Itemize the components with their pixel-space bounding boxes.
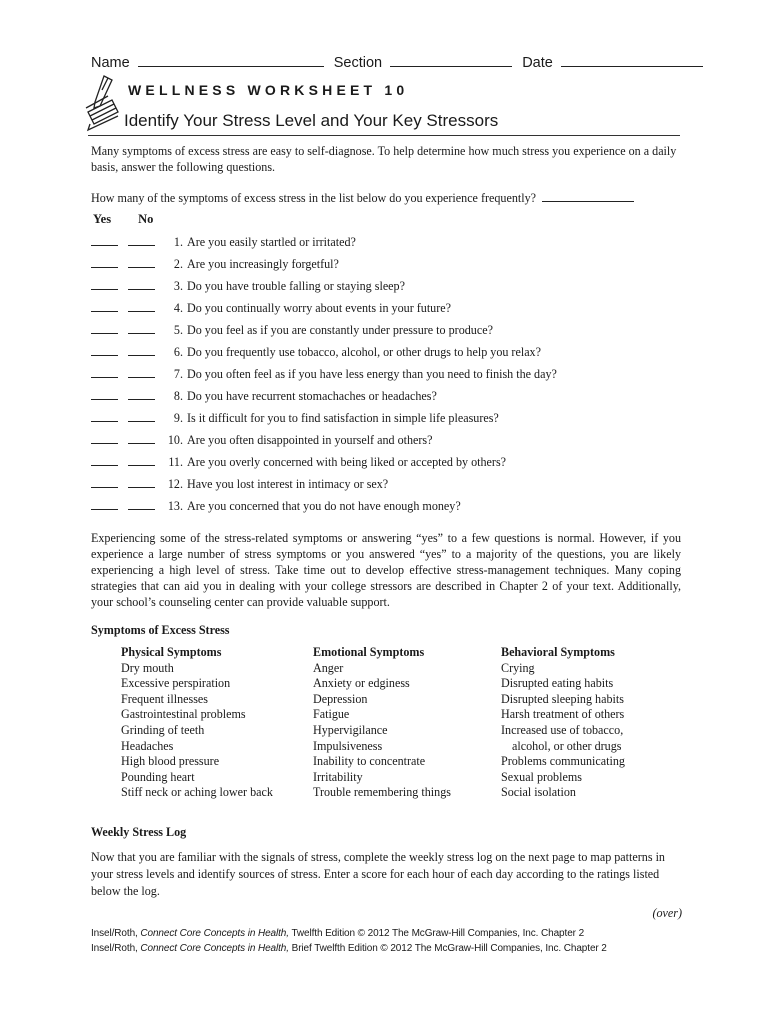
- symptom-item: Grinding of teeth: [121, 722, 205, 737]
- yes-answer-field[interactable]: [91, 432, 118, 444]
- log-paragraph: Now that you are familiar with the signals of stress, complete the weekly stress log on the next page to map patterns in your stress levels and identify sources of stress. Enter a score for each hour of each day according to the ratings listed below the log.: [91, 850, 665, 898]
- question-row: [91, 476, 388, 492]
- question-row: [91, 234, 356, 250]
- symptom-item: Increased use of tobacco,: [501, 722, 624, 737]
- symptom-item: Anger: [313, 660, 344, 675]
- yes-answer-field[interactable]: [91, 278, 118, 290]
- question-text: Are you overly concerned with being liked or accepted by others?: [187, 455, 507, 469]
- physical-symptoms-list: [121, 661, 273, 801]
- count-question: [91, 190, 681, 206]
- question-text: Are you often disappointed in yourself and others?: [187, 433, 433, 447]
- question-number: 12.: [167, 477, 183, 491]
- question-number: 6.: [173, 345, 183, 359]
- no-answer-field[interactable]: [128, 366, 155, 378]
- yes-answer-field[interactable]: [91, 454, 118, 466]
- behavioral-symptoms-column: [501, 645, 625, 801]
- question-row: [91, 300, 451, 316]
- question-row: [91, 454, 506, 470]
- yes-column-label: Yes: [93, 212, 112, 226]
- footer-2-authors: Insel/Roth,: [91, 943, 141, 954]
- symptom-item: Depression: [313, 691, 368, 706]
- behavioral-symptoms-title: Behavioral Symptoms: [501, 645, 615, 659]
- symptom-item: Disrupted sleeping habits: [501, 691, 624, 706]
- footer-2-edition: Brief Twelfth Edition © 2012 The McGraw-Hill Companies, Inc. Chapter 2: [288, 943, 607, 954]
- yes-answer-field[interactable]: [91, 234, 118, 246]
- physical-symptoms-title: Physical Symptoms: [121, 645, 222, 659]
- symptom-item: Crying: [501, 660, 535, 675]
- question-number: 7.: [173, 367, 183, 381]
- symptom-item: Social isolation: [501, 785, 576, 800]
- name-label: Name: [91, 55, 130, 71]
- question-number: 9.: [173, 411, 183, 425]
- question-text: Do you have recurrent stomachaches or headaches?: [187, 389, 437, 403]
- no-answer-field[interactable]: [128, 278, 155, 290]
- date-field[interactable]: [561, 54, 703, 67]
- no-answer-field[interactable]: [128, 256, 155, 268]
- symptom-item: Dry mouth: [121, 660, 174, 675]
- symptom-item: alcohol, or other drugs: [512, 738, 622, 753]
- question-text: Is it difficult for you to find satisfaction in simple life pleasures?: [187, 411, 499, 425]
- question-row: [91, 344, 541, 360]
- yes-answer-field[interactable]: [91, 476, 118, 488]
- question-text: Do you feel as if you are constantly under pressure to produce?: [187, 323, 493, 337]
- log-heading: Weekly Stress Log: [91, 825, 187, 839]
- yes-answer-field[interactable]: [91, 366, 118, 378]
- question-row: [91, 256, 339, 272]
- experience-paragraph: Experiencing some of the stress-related symptoms or answering “yes” to a few questions is normal. However, if you experience a large number of stress symptoms or you answered “yes” to a majority of the questions, you are likely experiencing a high level of stress. Take time out to develop effective stress-management techniques. Many coping strategies that can aid you in dealing with your college stressors are described in Chapter 2 of your text. Additionally, your school’s counseling center can provide valuable support.: [91, 531, 681, 609]
- symptom-item: Frequent illnesses: [121, 691, 208, 706]
- yes-answer-field[interactable]: [91, 322, 118, 334]
- section-label: Section: [333, 55, 383, 71]
- no-answer-field[interactable]: [128, 432, 155, 444]
- no-answer-field[interactable]: [128, 234, 155, 246]
- no-answer-field[interactable]: [128, 454, 155, 466]
- count-question-text: How many of the symptoms of excess stress in the list below do you experience frequently?: [91, 191, 537, 205]
- question-text: Do you often feel as if you have less energy than you need to finish the day?: [187, 367, 557, 381]
- question-row: [91, 388, 437, 404]
- no-column-label: No: [138, 212, 154, 226]
- symptom-item: Anxiety or edginess: [313, 676, 410, 691]
- header-fields: [91, 54, 703, 71]
- physical-symptoms-column: [121, 645, 273, 801]
- question-text: Do you have trouble falling or staying sleep?: [187, 279, 405, 293]
- section-field[interactable]: [390, 54, 512, 67]
- symptoms-heading: Symptoms of Excess Stress: [91, 623, 230, 637]
- intro-paragraph: Many symptoms of excess stress are easy to self-diagnose. To help determine how much stress you experience on a daily basis, answer the following questions.: [91, 144, 677, 174]
- yes-no-header: [91, 212, 153, 227]
- question-text: Do you frequently use tobacco, alcohol, or other drugs to help you relax?: [187, 345, 541, 359]
- question-number: 4.: [173, 301, 183, 315]
- emotional-symptoms-title: Emotional Symptoms: [313, 645, 425, 659]
- symptom-item: High blood pressure: [121, 754, 220, 769]
- over-note: (over): [652, 906, 682, 920]
- question-row: [91, 322, 493, 338]
- question-row: [91, 410, 499, 426]
- date-label: Date: [522, 55, 553, 71]
- no-answer-field[interactable]: [128, 476, 155, 488]
- question-number: 10.: [167, 433, 183, 447]
- no-answer-field[interactable]: [128, 344, 155, 356]
- yes-answer-field[interactable]: [91, 344, 118, 356]
- question-text: Are you easily startled or irritated?: [187, 235, 356, 249]
- footer-line-2: [91, 943, 607, 954]
- question-row: [91, 278, 405, 294]
- yes-answer-field[interactable]: [91, 410, 118, 422]
- symptom-item: Gastrointestinal problems: [121, 707, 246, 722]
- emotional-symptoms-column: [313, 645, 451, 801]
- yes-answer-field[interactable]: [91, 256, 118, 268]
- no-answer-field[interactable]: [128, 300, 155, 312]
- footer-1-book: Connect Core Concepts in Health,: [140, 928, 289, 939]
- behavioral-symptoms-list: [501, 661, 625, 801]
- yes-answer-field[interactable]: [91, 498, 118, 510]
- symptom-item: Disrupted eating habits: [501, 676, 614, 691]
- footer-1-authors: Insel/Roth,: [91, 928, 141, 939]
- question-number: 13.: [167, 499, 183, 513]
- pencil-paper-icon: [82, 72, 122, 139]
- worksheet-subtitle: Identify Your Stress Level and Your Key Stressors: [124, 111, 499, 130]
- title-divider: [88, 135, 680, 136]
- question-number: 3.: [173, 279, 183, 293]
- symptom-item: Excessive perspiration: [121, 676, 231, 691]
- question-number: 1.: [173, 235, 183, 249]
- question-number: 2.: [173, 257, 183, 271]
- count-answer-field[interactable]: [542, 190, 634, 202]
- question-number: 8.: [173, 389, 183, 403]
- no-answer-field[interactable]: [128, 410, 155, 422]
- symptom-item: Stiff neck or aching lower back: [121, 785, 273, 800]
- symptom-item: Trouble remembering things: [313, 785, 451, 800]
- question-text: Are you increasingly forgetful?: [187, 257, 339, 271]
- question-text: Are you concerned that you do not have enough money?: [187, 499, 461, 513]
- footer-line-1: [91, 928, 584, 939]
- question-row: [91, 432, 433, 448]
- symptom-item: Hypervigilance: [313, 722, 388, 737]
- question-number: 11.: [168, 455, 183, 469]
- footer-2-book: Connect Core Concepts in Health,: [140, 943, 289, 954]
- symptom-item: Fatigue: [313, 707, 350, 722]
- symptom-item: Problems communicating: [501, 754, 625, 769]
- symptom-item: Irritability: [313, 769, 363, 784]
- no-answer-field[interactable]: [128, 388, 155, 400]
- worksheet-title: WELLNESS WORKSHEET 10: [128, 82, 409, 98]
- symptom-item: Impulsiveness: [313, 738, 383, 753]
- name-field[interactable]: [138, 54, 324, 67]
- question-text: Have you lost interest in intimacy or sex?: [187, 477, 389, 491]
- question-row: [91, 366, 557, 382]
- symptom-item: Harsh treatment of others: [501, 707, 625, 722]
- yes-answer-field[interactable]: [91, 388, 118, 400]
- symptom-item: Inability to concentrate: [313, 754, 426, 769]
- question-text: Do you continually worry about events in your future?: [187, 301, 451, 315]
- question-row: [91, 498, 461, 514]
- no-answer-field[interactable]: [128, 498, 155, 510]
- question-number: 5.: [173, 323, 183, 337]
- no-answer-field[interactable]: [128, 322, 155, 334]
- emotional-symptoms-list: [313, 661, 451, 801]
- symptom-item: Headaches: [121, 738, 174, 753]
- symptom-item: Pounding heart: [121, 769, 195, 784]
- footer-1-edition: Twelfth Edition © 2012 The McGraw-Hill Companies, Inc. Chapter 2: [288, 928, 585, 939]
- symptom-item: Sexual problems: [501, 769, 582, 784]
- yes-answer-field[interactable]: [91, 300, 118, 312]
